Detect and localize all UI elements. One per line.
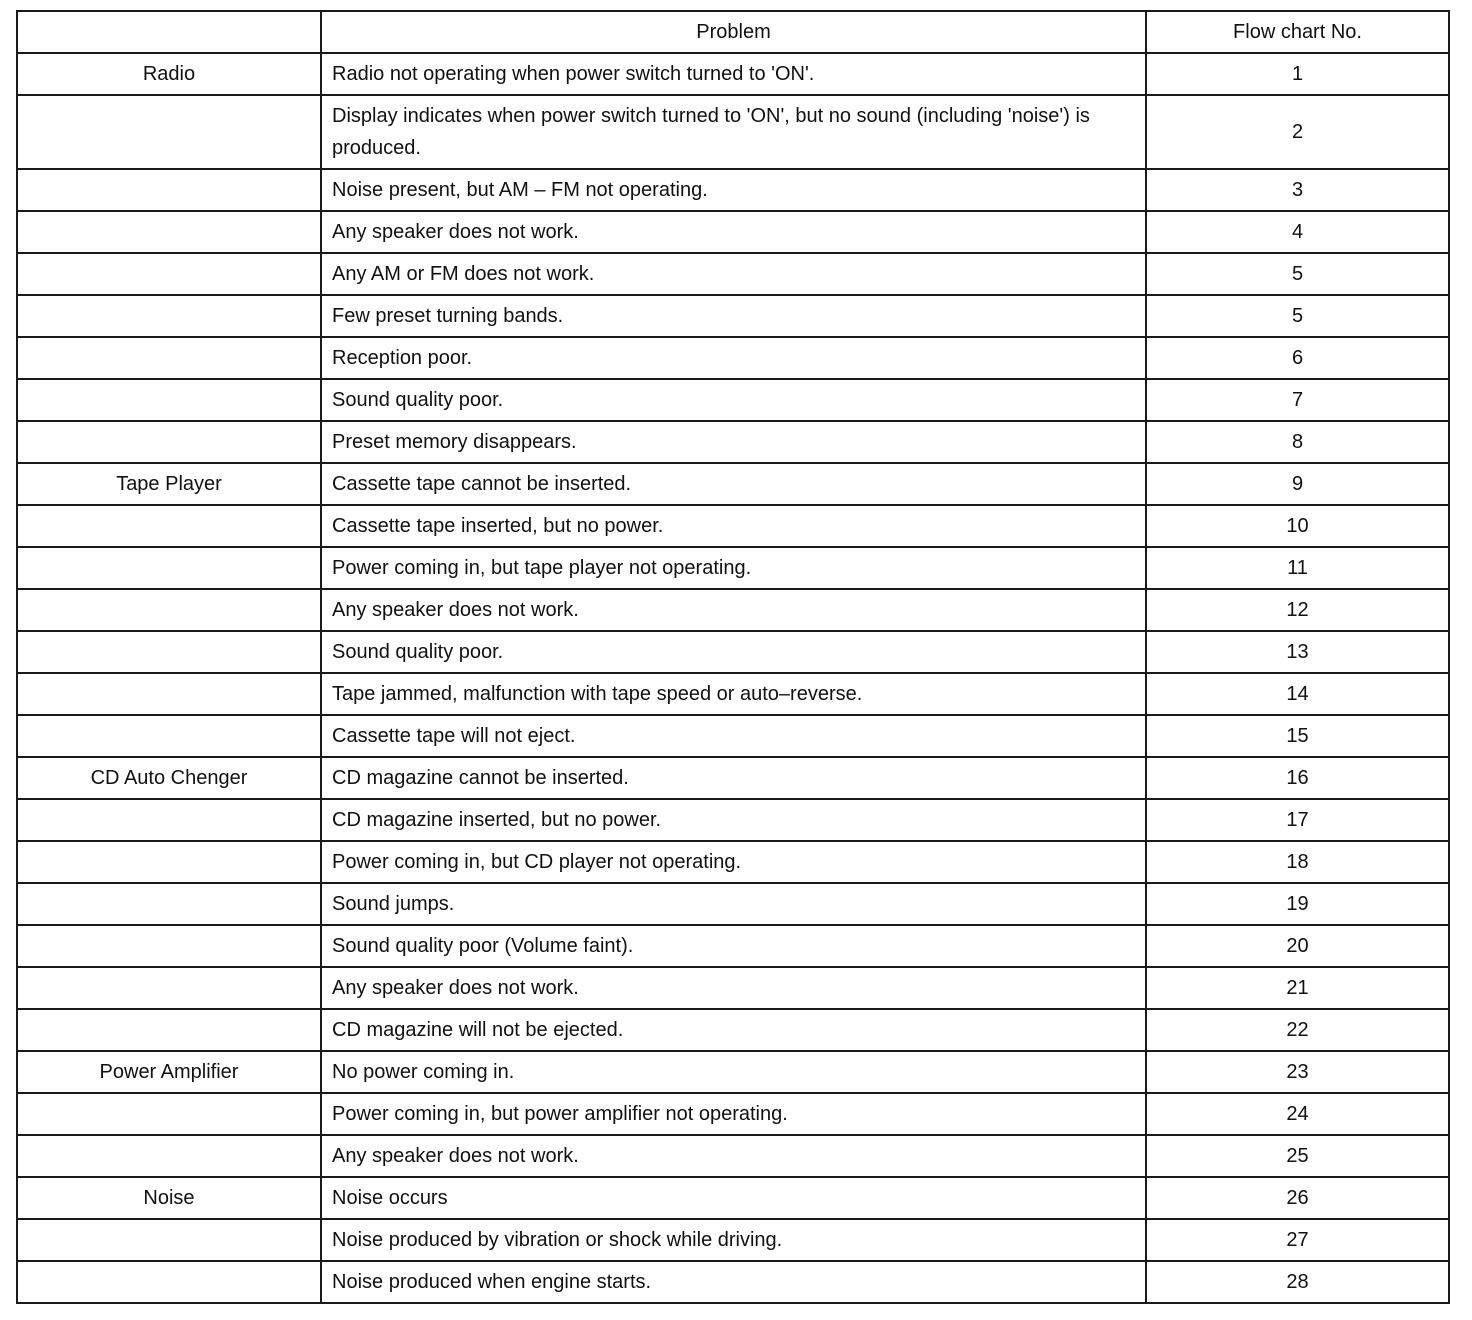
row-flow-chart-no: 28 (1146, 1261, 1449, 1303)
row-category (17, 1219, 321, 1261)
troubleshooting-table (16, 10, 1450, 1304)
table-body (17, 53, 1449, 1303)
row-category (17, 505, 321, 547)
row-flow-chart-no: 18 (1146, 841, 1449, 883)
table-row (17, 547, 1449, 589)
table-row (17, 673, 1449, 715)
table-row (17, 379, 1449, 421)
row-flow-chart-no: 5 (1146, 295, 1449, 337)
row-flow-chart-no: 20 (1146, 925, 1449, 967)
table-row (17, 799, 1449, 841)
table-row (17, 253, 1449, 295)
row-flow-chart-no: 21 (1146, 967, 1449, 1009)
row-flow-chart-no: 8 (1146, 421, 1449, 463)
row-problem: Cassette tape inserted, but no power. (321, 505, 1146, 547)
row-problem: Sound quality poor. (321, 631, 1146, 673)
row-category (17, 337, 321, 379)
row-problem: Display indicates when power switch turned to 'ON', but no sound (including 'noise') is produced. (321, 95, 1146, 169)
row-problem: Few preset turning bands. (321, 295, 1146, 337)
row-flow-chart-no: 22 (1146, 1009, 1449, 1051)
table-row (17, 1219, 1449, 1261)
row-category (17, 253, 321, 295)
row-flow-chart-no: 9 (1146, 463, 1449, 505)
row-category (17, 799, 321, 841)
row-flow-chart-no: 5 (1146, 253, 1449, 295)
header-flow-chart-no: Flow chart No. (1146, 11, 1449, 53)
table-row (17, 505, 1449, 547)
row-problem: Power coming in, but tape player not operating. (321, 547, 1146, 589)
row-flow-chart-no: 11 (1146, 547, 1449, 589)
row-problem: Radio not operating when power switch turned to 'ON'. (321, 53, 1146, 95)
row-flow-chart-no: 6 (1146, 337, 1449, 379)
row-flow-chart-no: 13 (1146, 631, 1449, 673)
table-row (17, 95, 1449, 169)
troubleshooting-table-container (16, 10, 1448, 1304)
row-problem: Tape jammed, malfunction with tape speed or auto–reverse. (321, 673, 1146, 715)
row-category (17, 631, 321, 673)
table-row (17, 925, 1449, 967)
row-category (17, 211, 321, 253)
row-flow-chart-no: 17 (1146, 799, 1449, 841)
row-flow-chart-no: 19 (1146, 883, 1449, 925)
row-flow-chart-no: 14 (1146, 673, 1449, 715)
row-problem: Any speaker does not work. (321, 967, 1146, 1009)
row-category (17, 883, 321, 925)
row-problem: Sound quality poor (Volume faint). (321, 925, 1146, 967)
row-flow-chart-no: 10 (1146, 505, 1449, 547)
table-row (17, 421, 1449, 463)
row-flow-chart-no: 4 (1146, 211, 1449, 253)
row-category (17, 95, 321, 169)
row-problem: Preset memory disappears. (321, 421, 1146, 463)
row-problem: CD magazine will not be ejected. (321, 1009, 1146, 1051)
row-flow-chart-no: 24 (1146, 1093, 1449, 1135)
row-category (17, 1093, 321, 1135)
row-category (17, 1009, 321, 1051)
table-row (17, 631, 1449, 673)
row-flow-chart-no: 3 (1146, 169, 1449, 211)
row-problem: Cassette tape cannot be inserted. (321, 463, 1146, 505)
table-row (17, 1177, 1449, 1219)
table-row (17, 1261, 1449, 1303)
table-row (17, 463, 1449, 505)
row-flow-chart-no: 25 (1146, 1135, 1449, 1177)
row-problem: Power coming in, but power amplifier not operating. (321, 1093, 1146, 1135)
row-flow-chart-no: 12 (1146, 589, 1449, 631)
header-category (17, 11, 321, 53)
row-problem: Noise occurs (321, 1177, 1146, 1219)
row-problem: Reception poor. (321, 337, 1146, 379)
row-category (17, 841, 321, 883)
row-problem: Any speaker does not work. (321, 589, 1146, 631)
row-flow-chart-no: 2 (1146, 95, 1449, 169)
row-problem: Power coming in, but CD player not operating. (321, 841, 1146, 883)
row-problem: Noise present, but AM – FM not operating. (321, 169, 1146, 211)
row-category (17, 715, 321, 757)
table-header-row (17, 11, 1449, 53)
row-flow-chart-no: 27 (1146, 1219, 1449, 1261)
table-row (17, 757, 1449, 799)
row-problem: Any speaker does not work. (321, 1135, 1146, 1177)
row-category (17, 1135, 321, 1177)
row-category (17, 673, 321, 715)
header-problem: Problem (321, 11, 1146, 53)
table-row (17, 295, 1449, 337)
table-row (17, 337, 1449, 379)
table-row (17, 841, 1449, 883)
row-category (17, 1261, 321, 1303)
row-flow-chart-no: 15 (1146, 715, 1449, 757)
table-row (17, 169, 1449, 211)
row-category (17, 295, 321, 337)
row-problem: Sound jumps. (321, 883, 1146, 925)
row-problem: Cassette tape will not eject. (321, 715, 1146, 757)
table-row (17, 967, 1449, 1009)
table-row (17, 1135, 1449, 1177)
row-category: Tape Player (17, 463, 321, 505)
row-flow-chart-no: 23 (1146, 1051, 1449, 1093)
row-problem: Noise produced by vibration or shock while driving. (321, 1219, 1146, 1261)
table-row (17, 883, 1449, 925)
table-row (17, 1093, 1449, 1135)
row-problem: Sound quality poor. (321, 379, 1146, 421)
row-flow-chart-no: 16 (1146, 757, 1449, 799)
row-flow-chart-no: 7 (1146, 379, 1449, 421)
row-category: Radio (17, 53, 321, 95)
row-problem: CD magazine cannot be inserted. (321, 757, 1146, 799)
table-row (17, 1009, 1449, 1051)
row-problem: CD magazine inserted, but no power. (321, 799, 1146, 841)
row-problem: Noise produced when engine starts. (321, 1261, 1146, 1303)
row-category: CD Auto Chenger (17, 757, 321, 799)
row-category: Noise (17, 1177, 321, 1219)
row-category: Power Amplifier (17, 1051, 321, 1093)
row-category (17, 967, 321, 1009)
table-row (17, 1051, 1449, 1093)
row-category (17, 925, 321, 967)
row-problem: Any speaker does not work. (321, 211, 1146, 253)
row-category (17, 379, 321, 421)
row-flow-chart-no: 1 (1146, 53, 1449, 95)
row-category (17, 169, 321, 211)
table-row (17, 211, 1449, 253)
table-row (17, 715, 1449, 757)
row-category (17, 421, 321, 463)
table-row (17, 589, 1449, 631)
row-category (17, 547, 321, 589)
row-flow-chart-no: 26 (1146, 1177, 1449, 1219)
row-problem: No power coming in. (321, 1051, 1146, 1093)
table-row (17, 53, 1449, 95)
row-problem: Any AM or FM does not work. (321, 253, 1146, 295)
row-category (17, 589, 321, 631)
